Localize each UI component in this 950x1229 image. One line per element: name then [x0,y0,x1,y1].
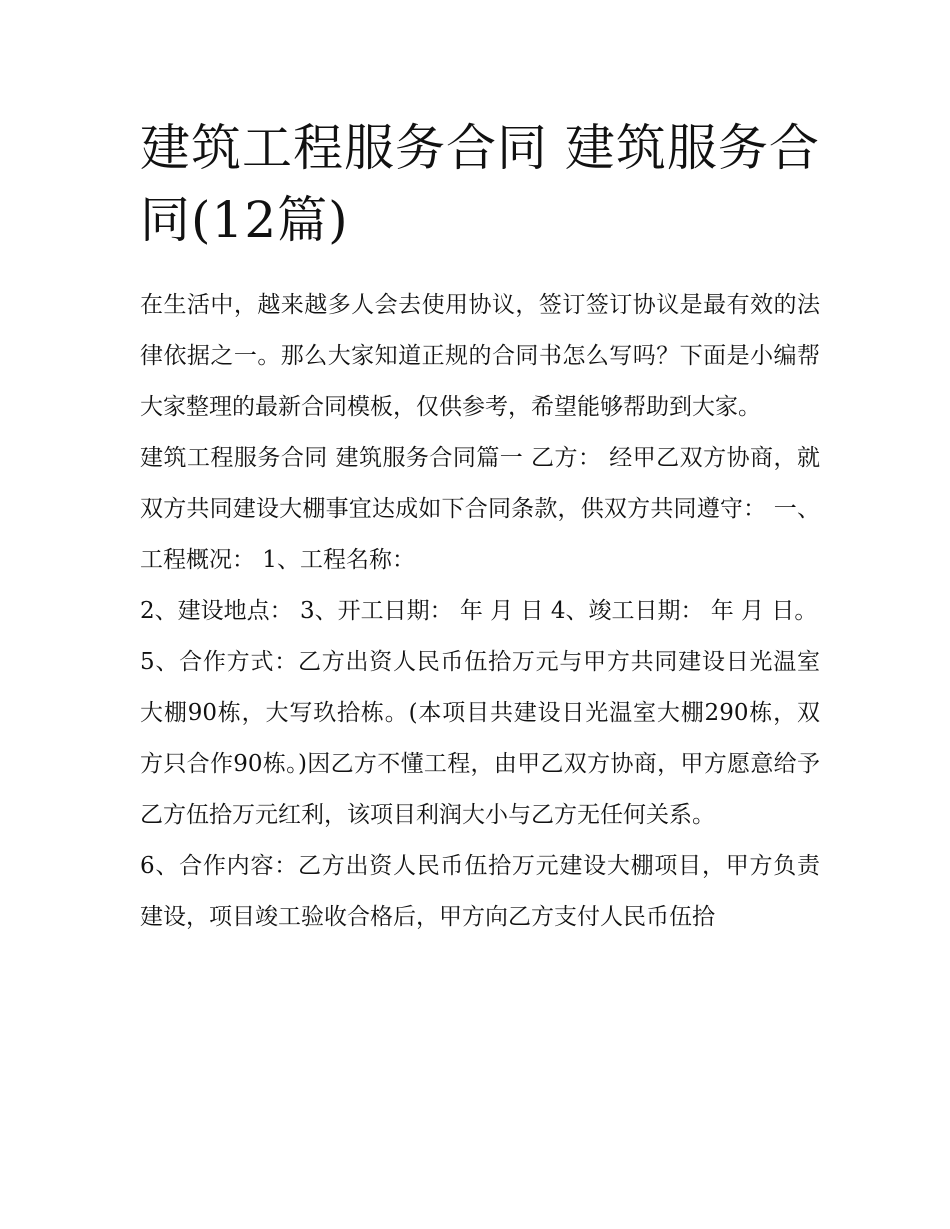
document-page [140,112,820,943]
contract-paragraph-1: 建筑工程服务合同 建筑服务合同篇一 乙方： 经甲乙双方协商，就双方共同建设大棚事宜达成如下合同条款，供双方共同遵守： 一、工程概况： 1、工程名称： [140,445,820,573]
contract-paragraph-5: 5、合作方式：乙方出资人民币伍拾万元与甲方共同建设日光温室大棚90栋，大写玖拾栋。(本项目共建设日光温室大棚290栋，双方只合作90栋。)因乙方不懂工程，由甲乙双方协商，甲方愿意给予乙方伍拾万元红利，该项目利润大小与乙方无任何关系。 [140,649,820,828]
contract-paragraph-6: 6、合作内容：乙方出资人民币伍拾万元建设大棚项目，甲方负责建设，项目竣工验收合格后，甲方向乙方支付人民币伍拾 [140,853,820,930]
contract-paragraph-2: 2、建设地点： 3、开工日期： 年 月 日 4、竣工日期： 年 月 日。 [140,598,818,624]
document-title: 建筑工程服务合同 建筑服务合同(12篇) [140,119,820,249]
intro-paragraph: 在生活中，越来越多人会去使用协议，签订签订协议是最有效的法律依据之一。那么大家知道正规的合同书怎么写吗？下面是小编帮大家整理的最新合同模板，仅供参考，希望能够帮助到大家。 [140,292,820,420]
